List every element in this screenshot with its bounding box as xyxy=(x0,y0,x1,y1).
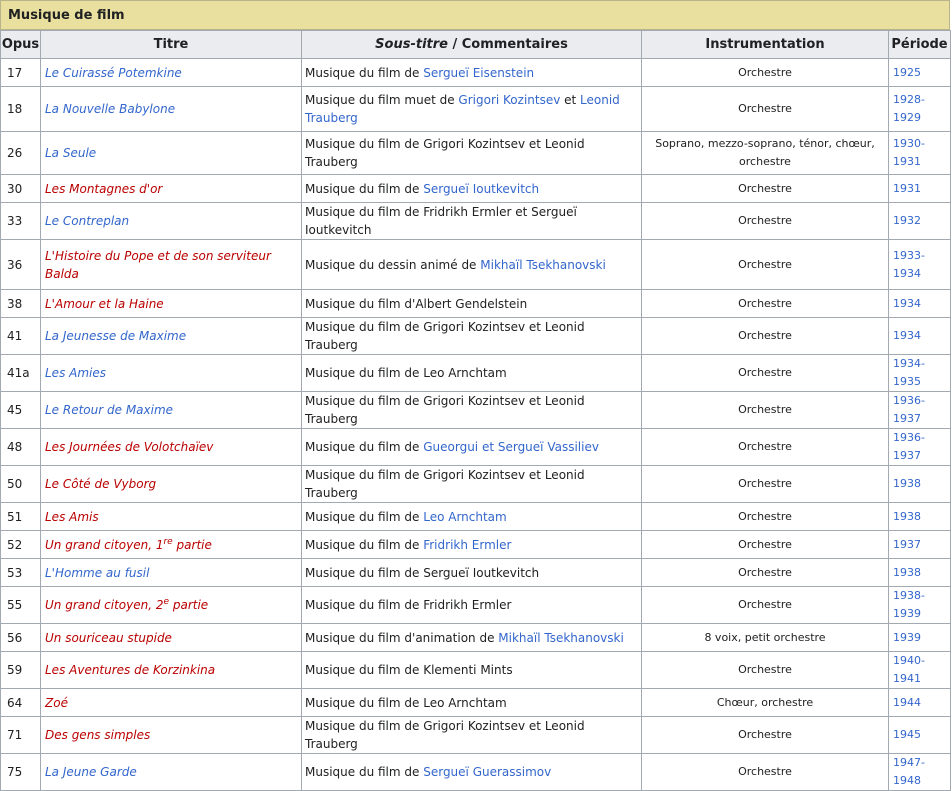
title-tail: partie xyxy=(172,537,212,552)
period-cell xyxy=(889,290,951,318)
table-row xyxy=(1,355,951,392)
title-link[interactable] xyxy=(45,663,215,677)
comment-text: Musique du film de xyxy=(305,765,424,779)
period-cell xyxy=(889,754,951,791)
comment-text: Musique du film de Grigori Kozintsev et Leonid Trauberg xyxy=(305,394,585,426)
period-cell xyxy=(889,717,951,754)
instrumentation-cell: Orchestre xyxy=(642,355,889,392)
opus-cell: 45 xyxy=(1,392,41,429)
title-ordinal: e xyxy=(163,597,170,607)
title-text: Un grand citoyen, 1 xyxy=(45,537,164,552)
instrumentation-cell: Orchestre xyxy=(642,240,889,290)
comment-cell xyxy=(302,466,642,503)
comment-cell xyxy=(302,587,642,624)
table-row xyxy=(1,587,951,624)
period-link[interactable]: 1930-1931 xyxy=(893,137,925,168)
period-link[interactable]: 1928-1929 xyxy=(893,93,925,124)
comment-cell xyxy=(302,132,642,175)
comment-cell xyxy=(302,531,642,559)
comment-text: Musique du film de Grigori Kozintsev et Leonid Trauberg xyxy=(305,468,585,500)
comment-cell xyxy=(302,652,642,689)
table-body xyxy=(1,59,951,791)
title-cell xyxy=(41,392,302,429)
title-text: L'Amour et la Haine xyxy=(45,296,164,311)
table-row xyxy=(1,318,951,355)
table-row xyxy=(1,290,951,318)
opus-cell: 75 xyxy=(1,754,41,791)
comment-text: Musique du film de Sergueï Ioutkevitch xyxy=(305,565,540,580)
comment-text: Musique du film d'animation de xyxy=(305,630,499,645)
title-text: La Seule xyxy=(45,146,97,160)
period-link[interactable]: 1934-1935 xyxy=(893,357,925,388)
comment-link[interactable]: Fridrikh Ermler xyxy=(423,537,512,552)
instrumentation-cell: Soprano, mezzo-soprano, ténor, chœur, orchestre xyxy=(642,132,889,175)
title-cell xyxy=(41,59,302,87)
title-link[interactable] xyxy=(45,538,212,552)
title-cell xyxy=(41,689,302,717)
period-link[interactable]: 1938-1939 xyxy=(893,589,925,620)
comment-text: Musique du film de Fridrikh Ermler et Sergueï Ioutkevitch xyxy=(305,205,577,237)
title-text: La Jeune Garde xyxy=(45,765,137,779)
title-link[interactable] xyxy=(45,297,164,311)
period-link[interactable]: 1938 xyxy=(893,477,921,490)
comment-cell xyxy=(302,717,642,754)
header-periode[interactable]: Période xyxy=(889,31,951,59)
title-link[interactable] xyxy=(45,728,150,742)
opus-cell: 41 xyxy=(1,318,41,355)
title-text: Les Journées de Volotchaïev xyxy=(45,440,214,454)
title-link[interactable] xyxy=(45,765,137,779)
title-link[interactable] xyxy=(45,329,186,343)
title-cell xyxy=(41,503,302,531)
instrumentation-cell: Orchestre xyxy=(642,392,889,429)
title-cell xyxy=(41,429,302,466)
period-cell xyxy=(889,392,951,429)
title-cell xyxy=(41,624,302,652)
title-text: Le Contreplan xyxy=(45,214,130,228)
opus-cell: 33 xyxy=(1,203,41,240)
header-commentaires-label: / Commentaires xyxy=(447,37,568,52)
table-row xyxy=(1,503,951,531)
period-cell xyxy=(889,429,951,466)
comment-cell xyxy=(302,87,642,132)
table-row xyxy=(1,531,951,559)
comment-link[interactable]: Grigori Kozintsev xyxy=(458,93,561,107)
comment-cell xyxy=(302,754,642,791)
table-row xyxy=(1,59,951,87)
title-link[interactable] xyxy=(45,146,96,160)
table-row xyxy=(1,559,951,587)
instrumentation-cell: Orchestre xyxy=(642,59,889,87)
comment-cell xyxy=(302,318,642,355)
title-cell xyxy=(41,318,302,355)
opus-cell: 36 xyxy=(1,240,41,290)
title-link[interactable] xyxy=(45,66,182,80)
title-link[interactable] xyxy=(45,102,175,116)
title-cell xyxy=(41,466,302,503)
title-link[interactable] xyxy=(45,403,173,417)
comment-cell xyxy=(302,355,642,392)
header-sous-titre: Sous-titre xyxy=(375,37,448,52)
title-cell xyxy=(41,531,302,559)
opus-cell: 48 xyxy=(1,429,41,466)
title-link[interactable] xyxy=(45,249,271,281)
comment-text: Musique du film de Grigori Kozintsev et Leonid Trauberg xyxy=(305,137,585,169)
period-cell xyxy=(889,624,951,652)
comment-cell xyxy=(302,175,642,203)
period-link[interactable]: 1936-1937 xyxy=(893,394,925,425)
comment-cell xyxy=(302,392,642,429)
comment-text: Musique du film de Klementi Mints xyxy=(305,663,513,677)
title-cell xyxy=(41,290,302,318)
opus-cell: 71 xyxy=(1,717,41,754)
opus-cell: 26 xyxy=(1,132,41,175)
title-cell xyxy=(41,587,302,624)
period-link[interactable]: 1944 xyxy=(893,695,921,709)
comment-text: Musique du film de xyxy=(305,181,424,196)
title-text: Les Montagnes d'or xyxy=(45,181,163,196)
period-cell xyxy=(889,466,951,503)
instrumentation-cell: Orchestre xyxy=(642,503,889,531)
title-text: La Nouvelle Babylone xyxy=(45,102,176,116)
title-cell xyxy=(41,87,302,132)
period-cell xyxy=(889,355,951,392)
period-link[interactable]: 1939 xyxy=(893,630,921,644)
period-cell xyxy=(889,59,951,87)
table-row xyxy=(1,652,951,689)
opus-cell: 50 xyxy=(1,466,41,503)
title-text: Les Aventures de Korzinkina xyxy=(45,663,216,677)
period-link[interactable]: 1925 xyxy=(893,65,921,79)
title-text: Le Côté de Vyborg xyxy=(45,477,157,491)
instrumentation-cell: Orchestre xyxy=(642,754,889,791)
comment-text: Musique du film de Grigori Kozintsev et Leonid Trauberg xyxy=(305,320,585,352)
comment-cell xyxy=(302,429,642,466)
comment-text: Musique du film de Grigori Kozintsev et Leonid Trauberg xyxy=(305,719,585,751)
period-link[interactable]: 1934 xyxy=(893,296,921,310)
title-link[interactable] xyxy=(45,566,149,580)
comment-cell xyxy=(302,624,642,652)
title-text: Les Amis xyxy=(45,509,99,524)
comment-link[interactable]: Mikhaïl Tsekhanovski xyxy=(498,630,624,645)
instrumentation-cell: Orchestre xyxy=(642,290,889,318)
table-row xyxy=(1,689,951,717)
comment-text: Musique du film de Leo Arnchtam xyxy=(305,695,507,710)
title-link[interactable] xyxy=(45,214,129,228)
title-text: La Jeunesse de Maxime xyxy=(45,329,187,343)
opus-cell: 52 xyxy=(1,531,41,559)
opus-cell: 64 xyxy=(1,689,41,717)
opus-cell: 30 xyxy=(1,175,41,203)
instrumentation-cell: Orchestre xyxy=(642,175,889,203)
title-cell xyxy=(41,132,302,175)
header-instrumentation[interactable]: Instrumentation xyxy=(642,31,889,59)
period-link[interactable]: 1933-1934 xyxy=(893,248,925,280)
title-text: Des gens simples xyxy=(45,728,151,742)
instrumentation-cell: Orchestre xyxy=(642,318,889,355)
period-link[interactable]: 1938 xyxy=(893,565,921,579)
period-cell xyxy=(889,503,951,531)
opus-cell: 55 xyxy=(1,587,41,624)
table-row xyxy=(1,429,951,466)
comment-text: Musique du film de Leo Arnchtam xyxy=(305,366,507,380)
period-cell xyxy=(889,652,951,689)
title-text: Les Amies xyxy=(45,366,107,380)
comment-text: Musique du film de xyxy=(305,65,424,80)
period-link[interactable]: 1931 xyxy=(893,181,921,195)
period-link[interactable]: 1947-1948 xyxy=(893,756,925,787)
instrumentation-cell: 8 voix, petit orchestre xyxy=(642,624,889,652)
comment-link[interactable]: Sergueï Guerassimov xyxy=(423,765,552,779)
title-link[interactable] xyxy=(45,366,106,380)
title-cell xyxy=(41,717,302,754)
instrumentation-cell: Orchestre xyxy=(642,652,889,689)
comment-text: Musique du film de xyxy=(305,509,424,524)
period-cell xyxy=(889,203,951,240)
comment-text: et xyxy=(560,93,581,107)
instrumentation-cell: Orchestre xyxy=(642,717,889,754)
title-cell xyxy=(41,754,302,791)
comment-cell xyxy=(302,689,642,717)
title-cell xyxy=(41,559,302,587)
title-cell xyxy=(41,355,302,392)
comment-cell xyxy=(302,503,642,531)
header-commentaires[interactable] xyxy=(302,31,642,59)
table-row xyxy=(1,754,951,791)
table-row xyxy=(1,203,951,240)
period-cell xyxy=(889,175,951,203)
table-row xyxy=(1,240,951,290)
title-tail: partie xyxy=(169,598,209,612)
opus-cell: 41a xyxy=(1,355,41,392)
period-link[interactable]: 1937 xyxy=(893,537,921,551)
table-row xyxy=(1,392,951,429)
comment-cell xyxy=(302,559,642,587)
period-link[interactable]: 1932 xyxy=(893,214,921,227)
comment-text: Musique du dessin animé de xyxy=(305,257,481,272)
comment-link[interactable]: Sergueï Eisenstein xyxy=(423,65,535,80)
period-cell xyxy=(889,318,951,355)
comment-link[interactable]: Mikhaïl Tsekhanovski xyxy=(480,257,606,272)
period-link[interactable]: 1934 xyxy=(893,329,921,342)
table-row xyxy=(1,717,951,754)
instrumentation-cell: Orchestre xyxy=(642,466,889,503)
title-text: Le Cuirassé Potemkine xyxy=(45,65,182,80)
instrumentation-cell: Orchestre xyxy=(642,87,889,132)
period-cell xyxy=(889,689,951,717)
comment-link[interactable]: Gueorgui et Sergueï Vassiliev xyxy=(423,440,599,454)
title-text: L'Homme au fusil xyxy=(45,565,150,580)
table-row xyxy=(1,466,951,503)
instrumentation-cell: Orchestre xyxy=(642,559,889,587)
title-text: Zoé xyxy=(45,695,68,710)
opus-cell: 51 xyxy=(1,503,41,531)
comment-cell xyxy=(302,203,642,240)
title-link[interactable] xyxy=(45,477,156,491)
title-link[interactable] xyxy=(45,510,99,524)
comment-text: Musique du film d'Albert Gendelstein xyxy=(305,296,528,311)
period-cell xyxy=(889,240,951,290)
header-titre[interactable]: Titre xyxy=(41,31,302,59)
table-row xyxy=(1,624,951,652)
title-text: L'Histoire du Pope et de son serviteur Balda xyxy=(45,248,271,281)
title-text: Un souriceau stupide xyxy=(45,630,172,645)
comment-text: Musique du film de xyxy=(305,537,424,552)
title-link[interactable] xyxy=(45,182,162,196)
period-link[interactable]: 1945 xyxy=(893,728,921,741)
comment-text: Musique du film de Fridrikh Ermler xyxy=(305,598,512,612)
comment-text: Musique du film muet de xyxy=(305,93,459,107)
instrumentation-cell: Chœur, orchestre xyxy=(642,689,889,717)
table-row xyxy=(1,87,951,132)
opus-cell: 38 xyxy=(1,290,41,318)
title-text: Un grand citoyen, 2 xyxy=(45,598,164,612)
comment-cell xyxy=(302,240,642,290)
period-link[interactable]: 1938 xyxy=(893,509,921,523)
period-cell xyxy=(889,587,951,624)
title-cell xyxy=(41,203,302,240)
comment-link[interactable]: Leonid Trauberg xyxy=(305,93,620,125)
film-music-table xyxy=(0,30,951,791)
table-row xyxy=(1,175,951,203)
title-cell xyxy=(41,240,302,290)
opus-cell: 53 xyxy=(1,559,41,587)
period-cell xyxy=(889,559,951,587)
table-caption: Musique de film xyxy=(0,0,950,30)
period-cell xyxy=(889,87,951,132)
header-opus[interactable]: Opus xyxy=(1,31,41,59)
title-link[interactable] xyxy=(45,440,213,454)
title-link[interactable] xyxy=(45,631,172,645)
instrumentation-cell: Orchestre xyxy=(642,203,889,240)
opus-cell: 18 xyxy=(1,87,41,132)
instrumentation-cell: Orchestre xyxy=(642,531,889,559)
comment-text: Musique du film de xyxy=(305,440,424,454)
table-row xyxy=(1,132,951,175)
title-link[interactable] xyxy=(45,598,208,612)
period-link[interactable]: 1940-1941 xyxy=(893,654,925,685)
opus-cell: 17 xyxy=(1,59,41,87)
title-text: Le Retour de Maxime xyxy=(45,403,174,417)
comment-cell xyxy=(302,59,642,87)
comment-link[interactable]: Sergueï Ioutkevitch xyxy=(423,181,540,196)
title-cell xyxy=(41,652,302,689)
period-link[interactable]: 1936-1937 xyxy=(893,431,925,462)
opus-cell: 56 xyxy=(1,624,41,652)
period-cell xyxy=(889,132,951,175)
instrumentation-cell: Orchestre xyxy=(642,429,889,466)
header-row xyxy=(1,31,951,59)
period-cell xyxy=(889,531,951,559)
title-cell xyxy=(41,175,302,203)
instrumentation-cell: Orchestre xyxy=(642,587,889,624)
opus-cell: 59 xyxy=(1,652,41,689)
title-link[interactable] xyxy=(45,696,68,710)
comment-link[interactable]: Leo Arnchtam xyxy=(423,509,507,524)
comment-cell xyxy=(302,290,642,318)
title-ordinal: re xyxy=(163,536,173,547)
